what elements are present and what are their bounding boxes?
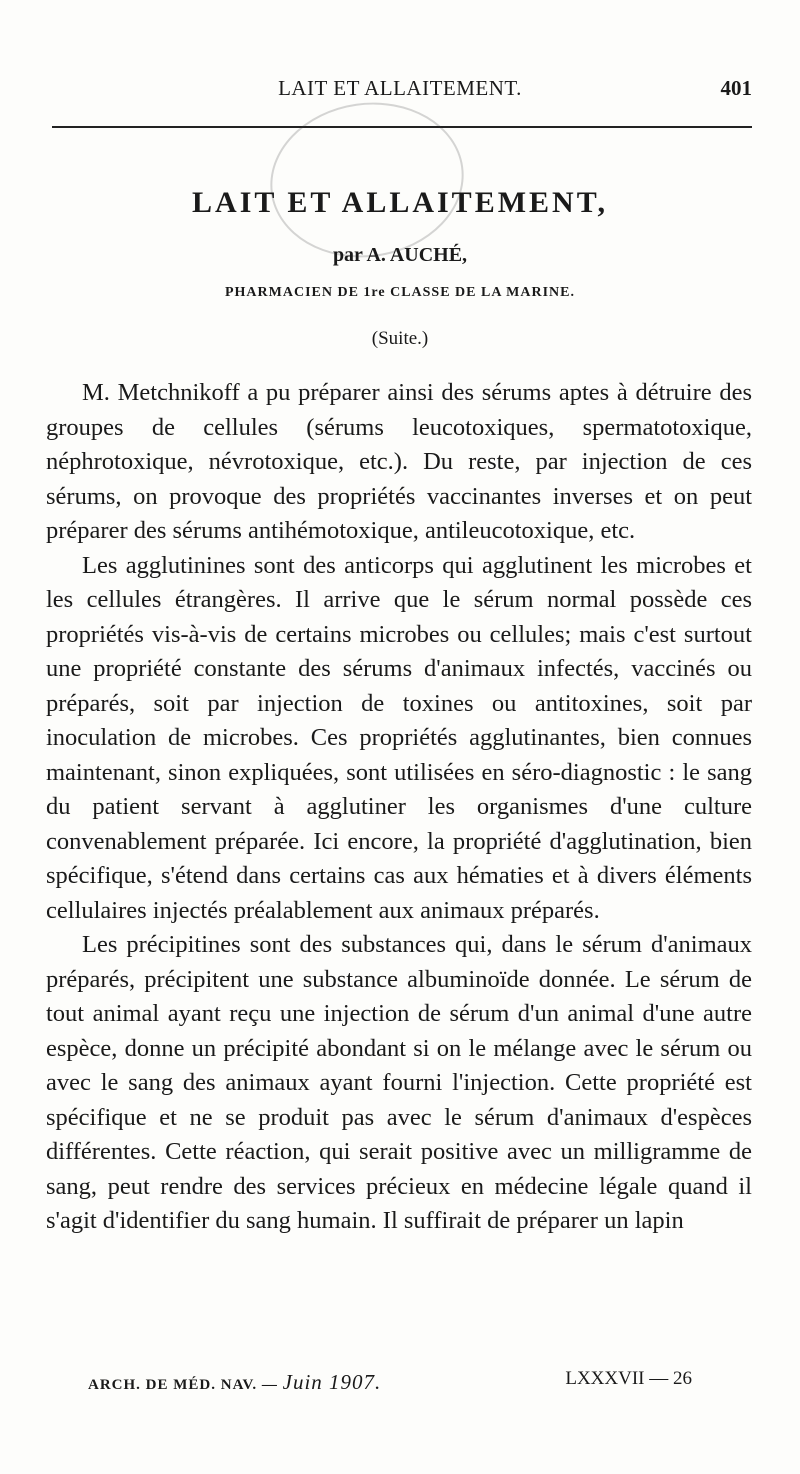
signature-mark: LXXXVII — 26	[565, 1368, 692, 1389]
running-head	[48, 76, 752, 106]
issue-date: Juin 1907.	[282, 1370, 382, 1394]
paragraph-1: M. Metchnikoff a pu préparer ainsi des sérums aptes à détruire des groupes de cellules (sérums leucotoxiques, spermatotoxique, néphrotoxique, névrotoxique, etc.). Du reste, par injection de ces sérums, on provoque des propriétés vaccinantes inverses et on peut préparer des sérums antihémotoxique, antileucotoxique, etc.	[46, 379, 752, 544]
footer-journal	[88, 1370, 381, 1395]
journal-abbrev: ARCH. DE MÉD. NAV. —	[88, 1377, 278, 1393]
page-number: 401	[720, 76, 752, 100]
page-footer	[48, 1364, 752, 1394]
running-title: LAIT ET ALLAITEMENT.	[278, 76, 522, 100]
author-byline: par A. AUCHÉ,	[332, 244, 468, 266]
article-title: LAIT ET ALLAITEMENT,	[192, 186, 608, 219]
continued-note: (Suite.)	[371, 328, 429, 349]
paragraph-2: Les agglutinines sont des anticorps qui agglutinent les microbes et les cellules étrangères. Il arrive que le sérum normal possède ces propriétés vis-à-vis de certains microbes ou cellules; mais c'est surtout une propriété constante des sérums d'animaux infectés, vaccinés ou préparés, soit par injection de toxines ou antitoxines, soit par inoculation de microbes. Ces propriétés agglutinantes, bien connues maintenant, sinon expliquées, sont utilisées en séro-diagnostic : le sang du patient servant à agglutiner les organismes d'une culture convenablement préparée. Ici encore, la propriété d'agglutination, bien spécifique, s'étend dans certains cas aux hématies et à divers éléments cellulaires injectés préalablement aux animaux préparés.	[46, 551, 752, 924]
library-stamp	[260, 90, 474, 270]
author-affiliation: PHARMACIEN DE 1re CLASSE DE LA MARINE.	[224, 285, 576, 300]
body-text	[46, 376, 752, 1239]
paragraph-3: Les précipitines sont des substances qui, dans le sérum d'animaux préparés, précipitent une substance albuminoïde donnée. Le sérum de tout animal ayant reçu une injection de sérum d'un animal d'une autre espèce, donne un précipité abondant si on le mélange avec le sérum ou avec le sang des animaux ayant fourni l'injection. Cette propriété est spécifique et ne se produit pas avec le sérum d'animaux d'espèces différentes. Cette réaction, qui serait positive avec un milligramme de sang, peut rendre des services précieux en médecine légale quand il s'agit d'identifier du sang humain. Il suffirait de préparer un lapin	[46, 931, 752, 1234]
